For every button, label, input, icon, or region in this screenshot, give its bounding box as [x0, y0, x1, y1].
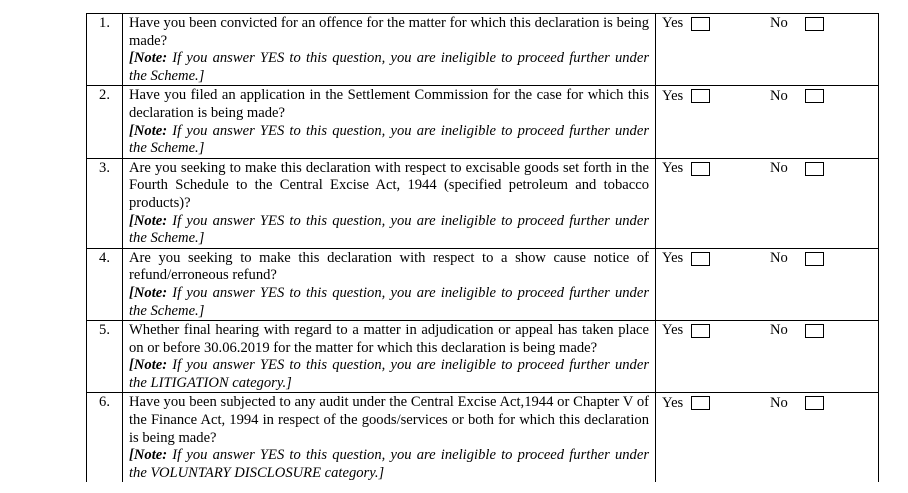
- no-checkbox[interactable]: [805, 324, 824, 338]
- question-text: Have you filed an application in the Settlement Commission for the case for which this declaration is being made?: [129, 87, 649, 121]
- note-label: [Note:: [129, 50, 168, 67]
- note-text: If you answer YES to this question, you are ineligible to proceed further under the VOLUNTARY DISCLOSURE category.]: [129, 447, 649, 481]
- no-label: No: [770, 394, 788, 411]
- note-text: If you answer YES to this question, you are ineligible to proceed further under the Scheme.]: [129, 50, 649, 84]
- question-cell: [123, 86, 656, 158]
- no-checkbox[interactable]: [805, 17, 824, 31]
- note-label: [Note:: [129, 212, 168, 229]
- question-text: Are you seeking to make this declaration with respect to excisable goods set forth in the Fourth Schedule to the Central Excise Act, 1944 (specified petroleum and tobacco products)?: [129, 159, 649, 211]
- question-cell: [123, 393, 656, 482]
- question-number: 3.: [87, 158, 123, 248]
- question-text: Have you been subjected to any audit under the Central Excise Act,1944 or Chapter V of the Finance Act, 1994 in respect of the goods/services or both for which this declaration is being made?: [129, 394, 649, 446]
- yes-checkbox[interactable]: [691, 252, 710, 266]
- no-label: No: [770, 15, 788, 32]
- note-label: [Note:: [129, 447, 168, 464]
- yes-checkbox[interactable]: [691, 17, 710, 31]
- question-row: [87, 14, 879, 86]
- question-row: [87, 158, 879, 248]
- yes-checkbox[interactable]: [691, 89, 710, 103]
- no-checkbox[interactable]: [805, 396, 824, 410]
- note-text: If you answer YES to this question, you are ineligible to proceed further under the Scheme.]: [129, 212, 649, 247]
- note-text: If you answer YES to this question, you are ineligible to proceed further under the Scheme.]: [129, 284, 649, 319]
- question-text: Whether final hearing with regard to a matter in adjudication or appeal has taken place on or before 30.06.2019 for the matter for which this declaration is being made?: [129, 322, 649, 356]
- question-cell: [123, 158, 656, 248]
- yes-label: Yes: [662, 249, 684, 266]
- answer-cell: [656, 14, 879, 86]
- question-note: [129, 285, 649, 320]
- answer-cell: [656, 86, 879, 158]
- note-label: [Note:: [129, 284, 168, 301]
- yes-checkbox[interactable]: [691, 324, 710, 338]
- answer-cell: [656, 393, 879, 482]
- question-number: 2.: [87, 86, 123, 158]
- yes-label: Yes: [662, 15, 684, 32]
- question-number: 1.: [87, 14, 123, 86]
- question-row: [87, 321, 879, 393]
- note-label: [Note:: [129, 357, 168, 374]
- question-number: 4.: [87, 248, 123, 320]
- question-cell: [123, 321, 656, 393]
- yes-label: Yes: [662, 87, 684, 104]
- answer-cell: [656, 321, 879, 393]
- note-text: If you answer YES to this question, you are ineligible to proceed further under the LITIGATION category.]: [129, 357, 649, 391]
- answer-cell: [656, 158, 879, 248]
- question-note: [129, 50, 649, 85]
- no-label: No: [770, 87, 788, 104]
- question-text: Have you been convicted for an offence for the matter for which this declaration is being made?: [129, 15, 649, 49]
- answer-cell: [656, 248, 879, 320]
- no-checkbox[interactable]: [805, 89, 824, 103]
- note-text: If you answer YES to this question, you are ineligible to proceed further under the Scheme.]: [129, 122, 649, 157]
- question-note: [129, 213, 649, 248]
- question-number: 6.: [87, 393, 123, 482]
- no-checkbox[interactable]: [805, 252, 824, 266]
- no-label: No: [770, 249, 788, 266]
- question-note: [129, 123, 649, 158]
- yes-label: Yes: [662, 394, 684, 411]
- question-note: [129, 357, 649, 392]
- note-label: [Note:: [129, 122, 168, 139]
- question-cell: [123, 248, 656, 320]
- no-label: No: [770, 159, 788, 176]
- declaration-table: [86, 13, 879, 482]
- no-label: No: [770, 322, 788, 339]
- yes-label: Yes: [662, 322, 684, 339]
- question-row: [87, 393, 879, 482]
- question-row: [87, 248, 879, 320]
- yes-checkbox[interactable]: [691, 162, 710, 176]
- question-row: [87, 86, 879, 158]
- question-number: 5.: [87, 321, 123, 393]
- yes-checkbox[interactable]: [691, 396, 710, 410]
- question-note: [129, 447, 649, 482]
- question-text: Are you seeking to make this declaration with respect to a show cause notice of refund/erroneous refund?: [129, 249, 649, 284]
- no-checkbox[interactable]: [805, 162, 824, 176]
- yes-label: Yes: [662, 159, 684, 176]
- question-cell: [123, 14, 656, 86]
